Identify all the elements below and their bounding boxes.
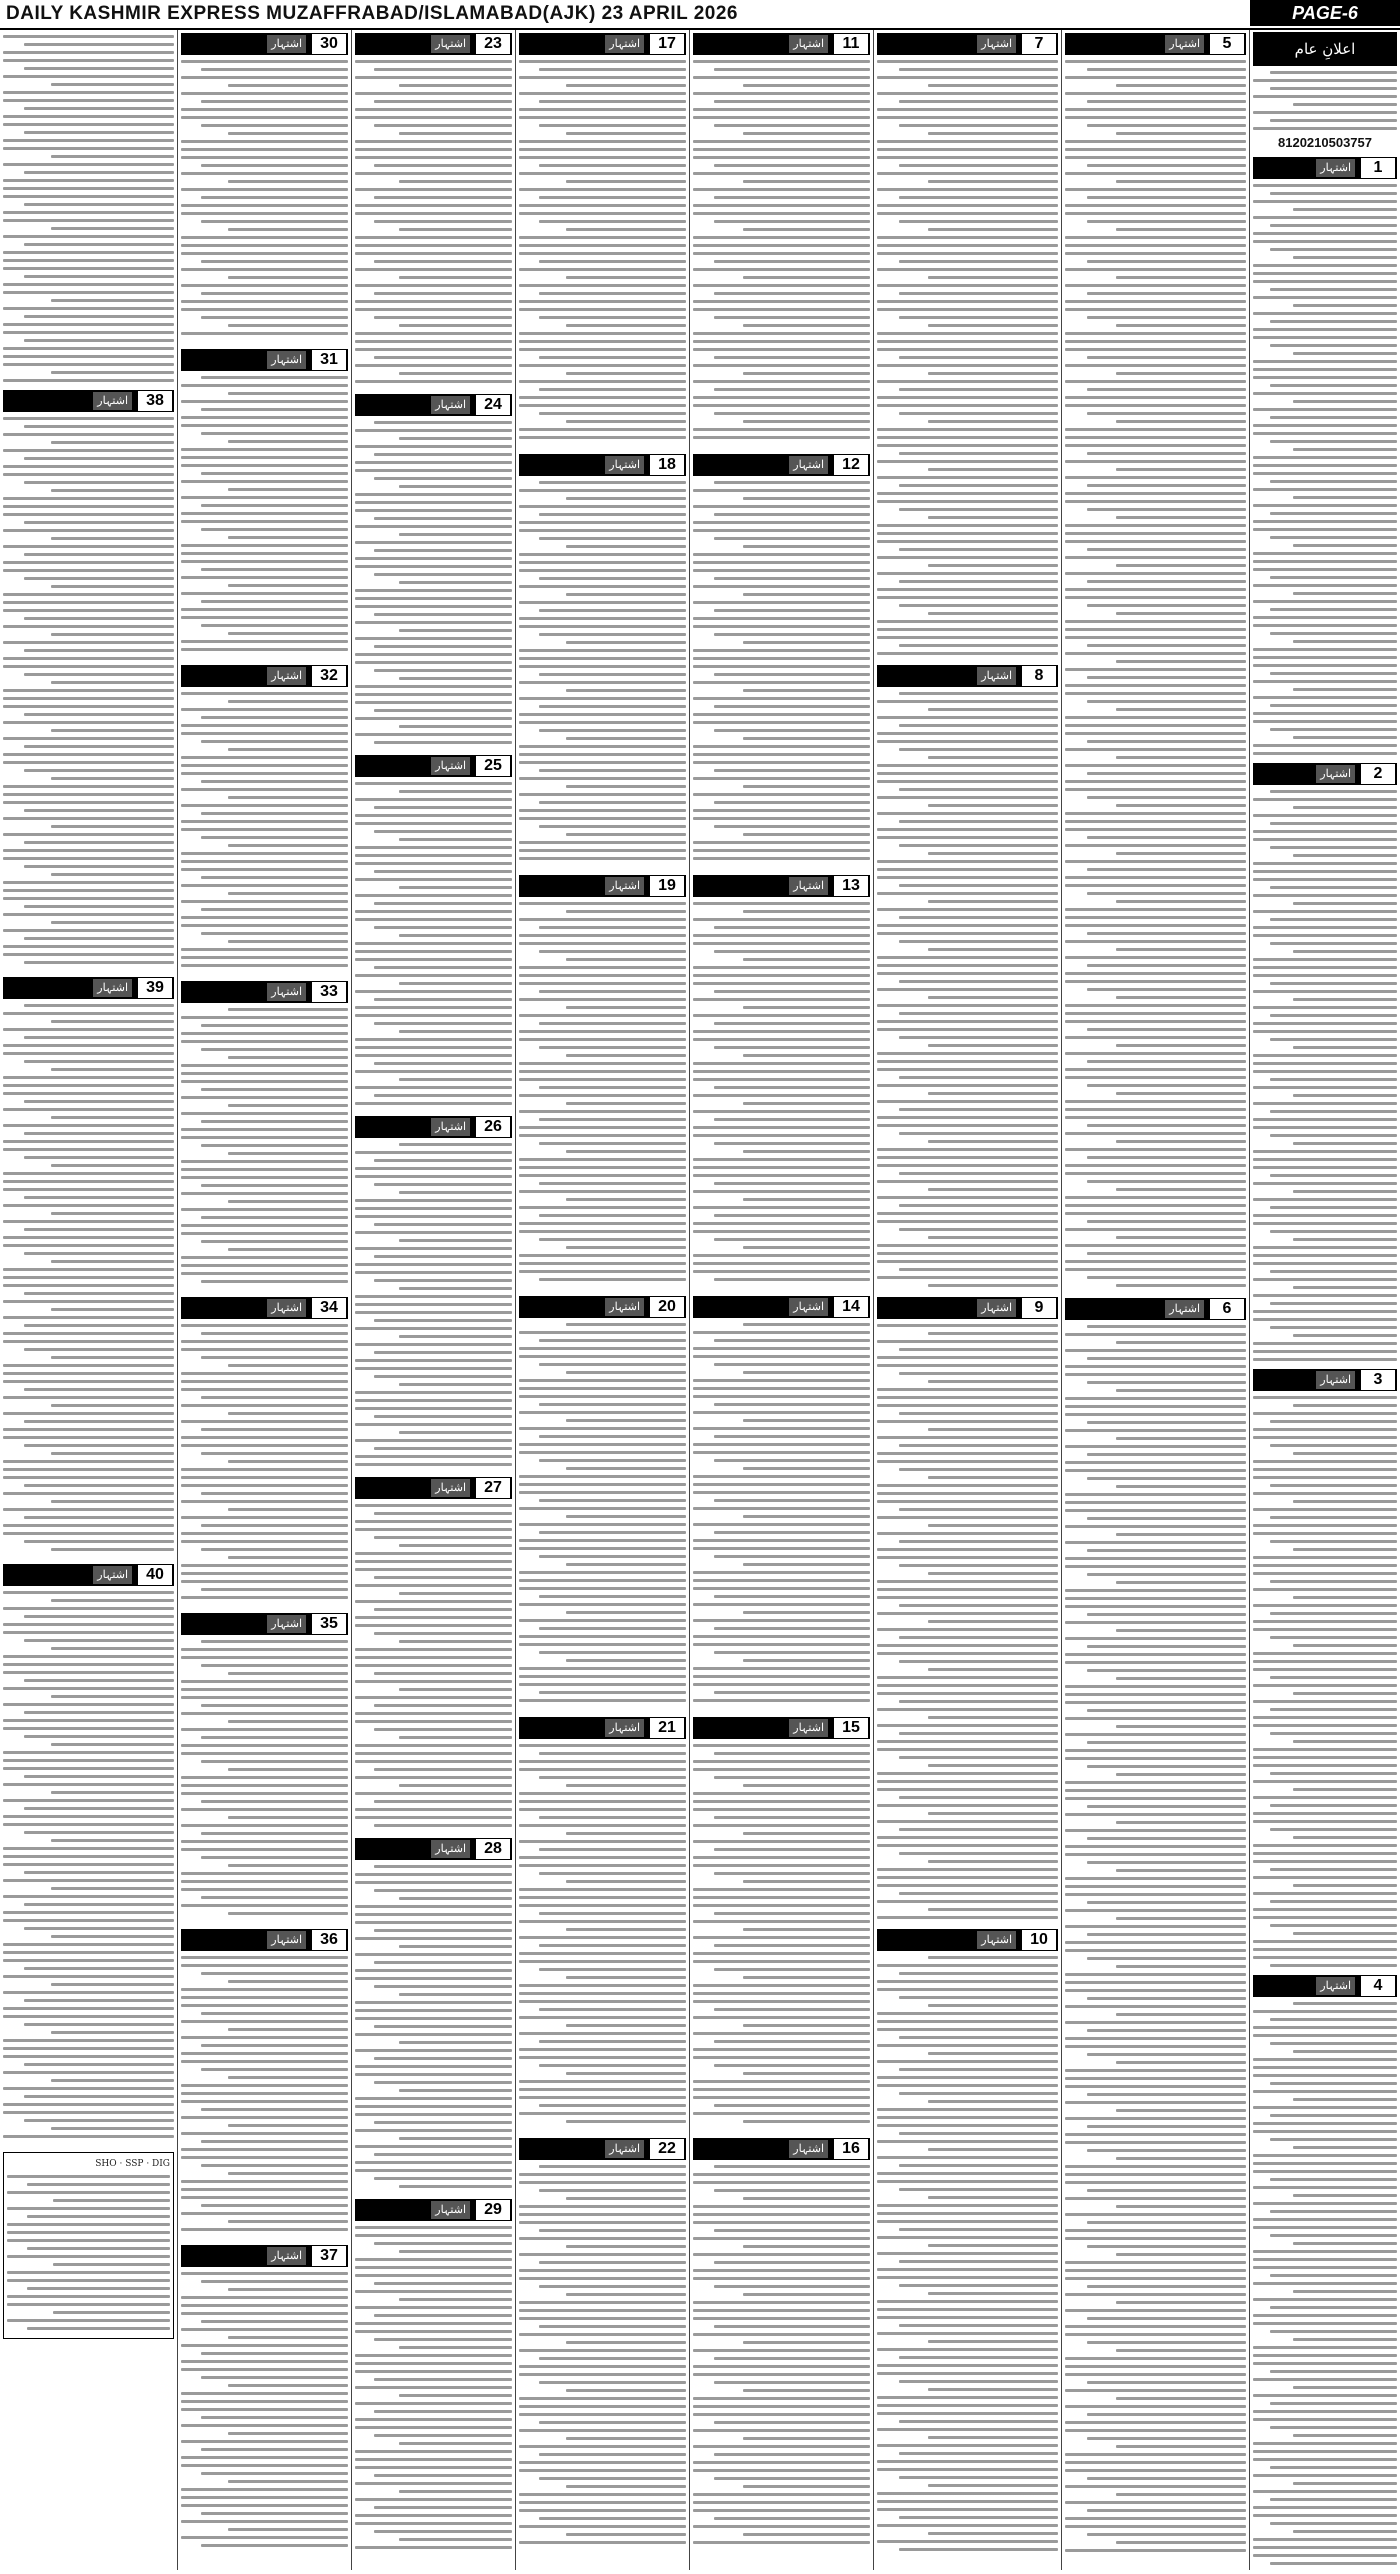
ad-body [355, 1504, 512, 1827]
column-3 [874, 30, 1062, 2570]
ad-number: 33 [312, 982, 346, 1002]
ad-body [877, 1956, 1058, 2551]
classified-ad-35 [181, 1610, 348, 1926]
ad-label: اشتہار [977, 1931, 1016, 1949]
ad-label: اشتہار [789, 877, 828, 895]
ad-label: اشتہار [267, 1299, 306, 1317]
ad-body [1253, 184, 1397, 755]
classified-ad-23 [355, 30, 512, 391]
ad-body [1065, 60, 1246, 1287]
ad-header [1065, 1298, 1246, 1320]
ad-body [693, 481, 870, 860]
ad-number: 8 [1022, 666, 1056, 686]
ad-number: 27 [476, 1478, 510, 1498]
ad-label: اشتہار [1165, 35, 1204, 53]
ad-number: 2 [1361, 764, 1395, 784]
ad-number: 34 [312, 1298, 346, 1318]
ad-header [3, 977, 174, 999]
ad-number: 40 [138, 1565, 172, 1585]
classified-ad-14 [693, 1293, 870, 1714]
ad-number: 36 [312, 1930, 346, 1950]
column-8 [0, 30, 178, 2570]
ad-number: 7 [1022, 34, 1056, 54]
ad-header [693, 1296, 870, 1318]
ad-header [181, 981, 348, 1003]
ad-label: اشتہار [605, 35, 644, 53]
ad-label: اشتہار [93, 979, 132, 997]
ad-label: اشتہار [431, 1479, 470, 1497]
notice-phone: 8120210503757 [1278, 135, 1372, 150]
ad-label: اشتہار [1316, 159, 1355, 177]
ad-label: اشتہار [93, 392, 132, 410]
ad-body [355, 1143, 512, 1466]
ad-label: اشتہار [605, 1298, 644, 1316]
ad-body [693, 902, 870, 1281]
ad-body [693, 1323, 870, 1702]
bottom-notice-box [3, 2152, 174, 2339]
ad-header [693, 1717, 870, 1739]
ad-label: اشتہار [431, 1840, 470, 1858]
classified-ad-18 [519, 451, 686, 872]
classified-ad-40 [3, 1561, 174, 2148]
ad-header [181, 2245, 348, 2267]
ad-body [693, 2165, 870, 2544]
classified-ad-27 [355, 1474, 512, 1835]
public-notice-header: اعلانِ عام [1253, 32, 1397, 66]
ad-header [355, 33, 512, 55]
ad-header [3, 390, 174, 412]
ad-label: اشتہار [93, 1566, 132, 1584]
classified-ad-5 [1065, 30, 1246, 1295]
ad-number: 30 [312, 34, 346, 54]
ad-number: 1 [1361, 158, 1395, 178]
ad-label: اشتہار [431, 35, 470, 53]
notice-body [1253, 71, 1397, 150]
ad-header [355, 1477, 512, 1499]
column-5 [516, 30, 690, 2570]
ad-body [355, 782, 512, 1105]
classified-ad-8 [877, 662, 1058, 1294]
ad-number: 16 [834, 2139, 868, 2159]
ad-label: اشتہار [605, 456, 644, 474]
ad-body [1253, 790, 1397, 1361]
classified-ad-26 [355, 1113, 512, 1474]
ad-number: 21 [650, 1718, 684, 1738]
ad-number: 6 [1210, 1299, 1244, 1319]
classified-ad-38 [3, 387, 174, 974]
ad-body [877, 692, 1058, 1287]
ad-body [519, 60, 686, 439]
ad-number: 24 [476, 395, 510, 415]
ad-number: 15 [834, 1718, 868, 1738]
classified-ad-36 [181, 1926, 348, 2242]
classified-ad-33 [181, 978, 348, 1294]
ad-body [1253, 2002, 1397, 2570]
ad-number: 22 [650, 2139, 684, 2159]
ad-header [877, 1297, 1058, 1319]
ad-header [181, 1297, 348, 1319]
ad-number: 20 [650, 1297, 684, 1317]
column-7 [178, 30, 352, 2570]
ad-label: اشتہار [789, 2140, 828, 2158]
ad-body [355, 1865, 512, 2188]
classified-ad-28 [355, 1835, 512, 2196]
ad-number: 19 [650, 876, 684, 896]
ad-header [355, 2199, 512, 2221]
ad-number: 38 [138, 391, 172, 411]
ad-number: 32 [312, 666, 346, 686]
ad-label: اشتہار [977, 1299, 1016, 1317]
classified-ad-6 [1065, 1295, 1246, 2560]
classified-ad-20 [519, 1293, 686, 1714]
ad-body [355, 421, 512, 744]
ad-body [519, 481, 686, 860]
ad-label: اشتہار [431, 396, 470, 414]
ad-number: 3 [1361, 1370, 1395, 1390]
column-1 [1250, 30, 1400, 2570]
classified-ad-32 [181, 662, 348, 978]
ad-label: اشتہار [1316, 1977, 1355, 1995]
ad-body [519, 902, 686, 1281]
ad-body [181, 1324, 348, 1599]
classified-ad-9 [877, 1294, 1058, 1926]
ad-label: اشتہار [1165, 1300, 1204, 1318]
ad-header [355, 394, 512, 416]
column-6 [352, 30, 516, 2570]
ad-label: اشتہار [267, 667, 306, 685]
classified-ad-13 [693, 872, 870, 1293]
ad-body [3, 1004, 174, 1551]
classified-ad-11 [693, 30, 870, 451]
ad-header [1253, 1369, 1397, 1391]
ad-number: 39 [138, 978, 172, 998]
ad-header [3, 1564, 174, 1586]
ad-label: اشتہار [605, 1719, 644, 1737]
ad-body [693, 1744, 870, 2123]
ad-body [3, 417, 174, 964]
ad-label: اشتہار [431, 757, 470, 775]
ad-body [181, 1640, 348, 1915]
ad-body [877, 1324, 1058, 1919]
ad-header [877, 665, 1058, 687]
ad-label: اشتہار [789, 1298, 828, 1316]
ad-label: اشتہار [789, 35, 828, 53]
column-4 [690, 30, 874, 2570]
ad-body [693, 60, 870, 439]
classified-ad-29 [355, 2196, 512, 2557]
ad-number: 11 [834, 34, 868, 54]
ad-label: اشتہار [605, 2140, 644, 2158]
ad-header [181, 1929, 348, 1951]
bottom-notice-codes: SHO · SSP · DIG [95, 2159, 170, 2169]
column-2 [1062, 30, 1250, 2570]
ad-header [1065, 33, 1246, 55]
classified-ad-39 [3, 974, 174, 1561]
ad-header [519, 1717, 686, 1739]
ad-header [181, 349, 348, 371]
ad-number: 12 [834, 455, 868, 475]
classified-ad-21 [519, 1714, 686, 2135]
ad-body [355, 2226, 512, 2549]
ad-body [355, 60, 512, 383]
ad-body [181, 2272, 348, 2547]
ad-header [693, 2138, 870, 2160]
ad-header [693, 454, 870, 476]
ad-body [181, 692, 348, 967]
classified-ad-17 [519, 30, 686, 451]
ad-number: 13 [834, 876, 868, 896]
ad-number: 35 [312, 1614, 346, 1634]
ad-label: اشتہار [605, 877, 644, 895]
ad-header [355, 1838, 512, 1860]
ad-number: 5 [1210, 34, 1244, 54]
ad-body [1253, 1396, 1397, 1967]
ad-number: 37 [312, 2246, 346, 2266]
ad-number: 10 [1022, 1930, 1056, 1950]
ad-header [693, 33, 870, 55]
ad-body [1065, 1325, 1246, 2552]
classified-ad-25 [355, 752, 512, 1113]
classified-ad-16 [693, 2135, 870, 2556]
ad-label: اشتہار [1316, 1371, 1355, 1389]
classified-ad-12 [693, 451, 870, 872]
classified-ad-19 [519, 872, 686, 1293]
ad-label: اشتہار [267, 35, 306, 53]
ad-number: 17 [650, 34, 684, 54]
classified-ad-7 [877, 30, 1058, 662]
ad-label: اشتہار [431, 2201, 470, 2219]
ad-header [1253, 157, 1397, 179]
ad-body [3, 1591, 174, 2138]
classified-ad-1 [1253, 154, 1397, 760]
ad-label: اشتہار [431, 1118, 470, 1136]
ad-number: 23 [476, 34, 510, 54]
ad-label: اشتہار [267, 2247, 306, 2265]
ad-body [181, 376, 348, 651]
ad-body [181, 60, 348, 335]
ad-number: 26 [476, 1117, 510, 1137]
ad-header [355, 1116, 512, 1138]
ad-body [877, 60, 1058, 655]
ad-header [519, 33, 686, 55]
ad-header [181, 33, 348, 55]
ad-label: اشتہار [1316, 765, 1355, 783]
page-number: PAGE-6 [1250, 0, 1400, 26]
ad-header [693, 875, 870, 897]
ad-number: 28 [476, 1839, 510, 1859]
ad-label: اشتہار [267, 351, 306, 369]
ad-number: 25 [476, 756, 510, 776]
ad-body [181, 1956, 348, 2231]
ad-header [1253, 1975, 1397, 1997]
classified-ad-34 [181, 1294, 348, 1610]
ad-header [519, 875, 686, 897]
masthead [0, 0, 1400, 30]
classified-ad-3 [1253, 1366, 1397, 1972]
ad-body [519, 2165, 686, 2544]
ad-body [519, 1323, 686, 1702]
classified-ad-37 [181, 2242, 348, 2558]
ad-header [181, 665, 348, 687]
ad-body [181, 1008, 348, 1283]
ad-header [519, 454, 686, 476]
ad-number: 18 [650, 455, 684, 475]
ad-number: 31 [312, 350, 346, 370]
classified-ad-4 [1253, 1972, 1397, 2570]
ad-header [181, 1613, 348, 1635]
ad-body [519, 1744, 686, 2123]
ad-number: 9 [1022, 1298, 1056, 1318]
ad-number: 29 [476, 2200, 510, 2220]
masthead-title: DAILY KASHMIR EXPRESS MUZAFFRABAD/ISLAMABAD(AJK) 23 APRIL 2026 [6, 3, 738, 24]
ad-header [877, 1929, 1058, 1951]
ad-label: اشتہار [977, 667, 1016, 685]
classified-ad-22 [519, 2135, 686, 2556]
ad-label: اشتہار [789, 1719, 828, 1737]
ad-label: اشتہار [789, 456, 828, 474]
ad-label: اشتہار [977, 35, 1016, 53]
ad-header [519, 2138, 686, 2160]
ad-label: اشتہار [267, 983, 306, 1001]
ad-header [1253, 763, 1397, 785]
ad-header [355, 755, 512, 777]
classified-ad-10 [877, 1926, 1058, 2558]
ad-label: اشتہار [267, 1615, 306, 1633]
ad-label: اشتہار [267, 1931, 306, 1949]
ad-number: 4 [1361, 1976, 1395, 1996]
classified-ad-31 [181, 346, 348, 662]
classified-ad-30 [181, 30, 348, 346]
classified-ad-24 [355, 391, 512, 752]
classified-ad-2 [1253, 760, 1397, 1366]
classified-ad-15 [693, 1714, 870, 2135]
ad-header [519, 1296, 686, 1318]
ad-header [877, 33, 1058, 55]
ad-number: 14 [834, 1297, 868, 1317]
